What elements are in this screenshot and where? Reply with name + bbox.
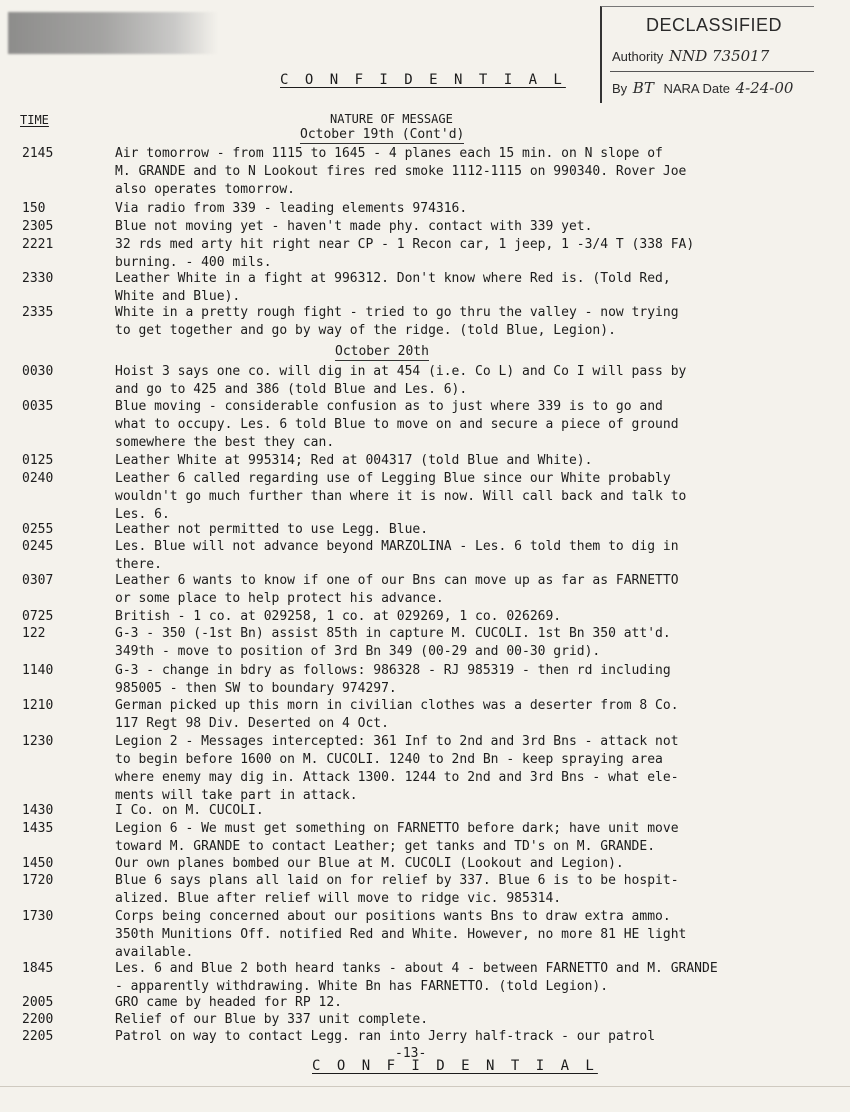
entry-message: GRO came by headed for RP 12. [115,995,342,1010]
declassified-stamp [600,6,814,103]
entry-message: Leather not permitted to use Legg. Blue. [115,522,429,537]
entry-message: White in a pretty rough fight - tried to go thru the valley - now trying to get together and go by way of the ridge. (told Blue, Legion). [115,305,679,338]
entry-message: Relief of our Blue by 337 unit complete. [115,1012,429,1027]
entry-message: Les. Blue will not advance beyond MARZOLINA - Les. 6 told them to dig in there. [115,539,679,572]
stamp-authority-value: NND 735017 [668,47,770,65]
stamp-by [612,79,793,97]
entry-message: G-3 - 350 (-1st Bn) assist 85th in capture M. CUCOLI. 1st Bn 350 att'd. 349th - move to position of 3rd Bn 349 (00-29 and 00-30 grid). [115,626,671,659]
entry-time: 1140 [22,663,54,678]
entry-time: 0035 [22,399,54,414]
entry-message: Blue 6 says plans all laid on for relief by 337. Blue 6 is to be hospit- alized. Blue after relief will move to ridge vic. 985314. [115,873,679,906]
entry-time: 1450 [22,856,54,871]
entry-time: 2221 [22,237,54,252]
entry-time: 2205 [22,1029,54,1044]
page-number: -13- [395,1046,427,1061]
confidential-header: C O N F I D E N T I A L [280,72,566,88]
entry-message: G-3 - change in bdry as follows: 986328 - RJ 985319 - then rd including 985005 - then SW to boundary 974297. [115,663,671,696]
entry-time: 2005 [22,995,54,1010]
entry-message: Blue not moving yet - haven't made phy. contact with 339 yet. [115,219,593,234]
entry-time: 2305 [22,219,54,234]
stamp-title: DECLASSIFIED [646,15,783,35]
stamp-by-label: By [612,81,628,96]
entry-time: 0030 [22,364,54,379]
entry-time: 2330 [22,271,54,286]
scan-smudge [8,12,218,54]
entry-message: I Co. on M. CUCOLI. [115,803,264,818]
nature-column-header: NATURE OF MESSAGE [330,112,453,126]
entry-message: Patrol on way to contact Legg. ran into Jerry half-track - our patrol [115,1029,656,1044]
entry-message: Via radio from 339 - leading elements 974316. [115,201,468,216]
entry-time: 150 [22,201,46,216]
date-heading-oct19: October 19th (Cont'd) [300,127,465,142]
entry-message: Legion 6 - We must get something on FARNETTO before dark; have unit move toward M. GRANDE to contact Leather; get tanks and TD's on M. GRANDE. [115,821,679,854]
stamp-nara-value: 4-24-00 [735,79,794,97]
entry-time: 1730 [22,909,54,924]
entry-message: Leather White at 995314; Red at 004317 (told Blue and White). [115,453,593,468]
entry-time: 0307 [22,573,54,588]
entry-time: 1845 [22,961,54,976]
stamp-by-value: BT [632,79,654,97]
entry-time: 1720 [22,873,54,888]
confidential-footer: C O N F I D E N T I A L [312,1058,598,1074]
entry-message: Leather 6 wants to know if one of our Bns can move up as far as FARNETTO or some place to help protect his advance. [115,573,679,606]
entry-time: 0245 [22,539,54,554]
entry-time: 1230 [22,734,54,749]
entry-time: 1210 [22,698,54,713]
entry-time: 0125 [22,453,54,468]
entry-message: Our own planes bombed our Blue at M. CUCOLI (Lookout and Legion). [115,856,624,871]
entry-message: Hoist 3 says one co. will dig in at 454 (i.e. Co L) and Co I will pass by and go to 425 and 386 (told Blue and Les. 6). [115,364,687,397]
entry-message: Air tomorrow - from 1115 to 1645 - 4 planes each 15 min. on N slope of M. GRANDE and to N Lookout fires red smoke 1112-1115 on 990340. Rover Joe also operates tomorrow. [115,146,687,197]
stamp-divider [610,71,814,72]
entry-time: 0255 [22,522,54,537]
time-column-header: TIME [20,113,49,127]
stamp-nara-label: NARA Date [663,81,730,96]
entry-message: Legion 2 - Messages intercepted: 361 Inf to 2nd and 3rd Bns - attack not to begin before 1600 on M. CUCOLI. 1240 to 2nd Bn - keep spraying area where enemy may dig in. Attack 1300. 1244 to 2nd and 3rd Bns - what ele- ments will take part in attack. [115,734,679,803]
entry-message: British - 1 co. at 029258, 1 co. at 029269, 1 co. 026269. [115,609,562,624]
entry-message: 32 rds med arty hit right near CP - 1 Recon car, 1 jeep, 1 -3/4 T (338 FA) burning. - 400 mils. [115,237,695,270]
entry-time: 1430 [22,803,54,818]
entry-message: Leather 6 called regarding use of Legging Blue since our White probably wouldn't go much further than where it is now. Will call back and talk to Les. 6. [115,471,687,522]
entry-message: Corps being concerned about our positions wants Bns to draw extra ammo. 350th Munitions Off. notified Red and White. However, no more 81 HE light available. [115,909,687,960]
entry-message: Blue moving - considerable confusion as to just where 339 is to go and what to occupy. Les. 6 told Blue to move on and secure a piece of ground somewhere the best they can. [115,399,679,450]
entry-time: 0725 [22,609,54,624]
entry-message: Les. 6 and Blue 2 both heard tanks - about 4 - between FARNETTO and M. GRANDE - apparently withdrawing. White Bn has FARNETTO. (told Legion). [115,961,718,994]
entry-time: 2145 [22,146,54,161]
entry-message: Leather White in a fight at 996312. Don't know where Red is. (Told Red, White and Blue). [115,271,671,304]
entry-message: German picked up this morn in civilian clothes was a deserter from 8 Co. 117 Regt 98 Div. Deserted on 4 Oct. [115,698,679,731]
date-heading-oct20: October 20th [335,344,429,359]
entry-time: 1435 [22,821,54,836]
stamp-authority-label: Authority [612,49,664,64]
page-bottom-rule [0,1086,850,1087]
entry-time: 0240 [22,471,54,486]
entry-time: 2335 [22,305,54,320]
stamp-authority [612,47,769,65]
entry-time: 122 [22,626,46,641]
entry-time: 2200 [22,1012,54,1027]
